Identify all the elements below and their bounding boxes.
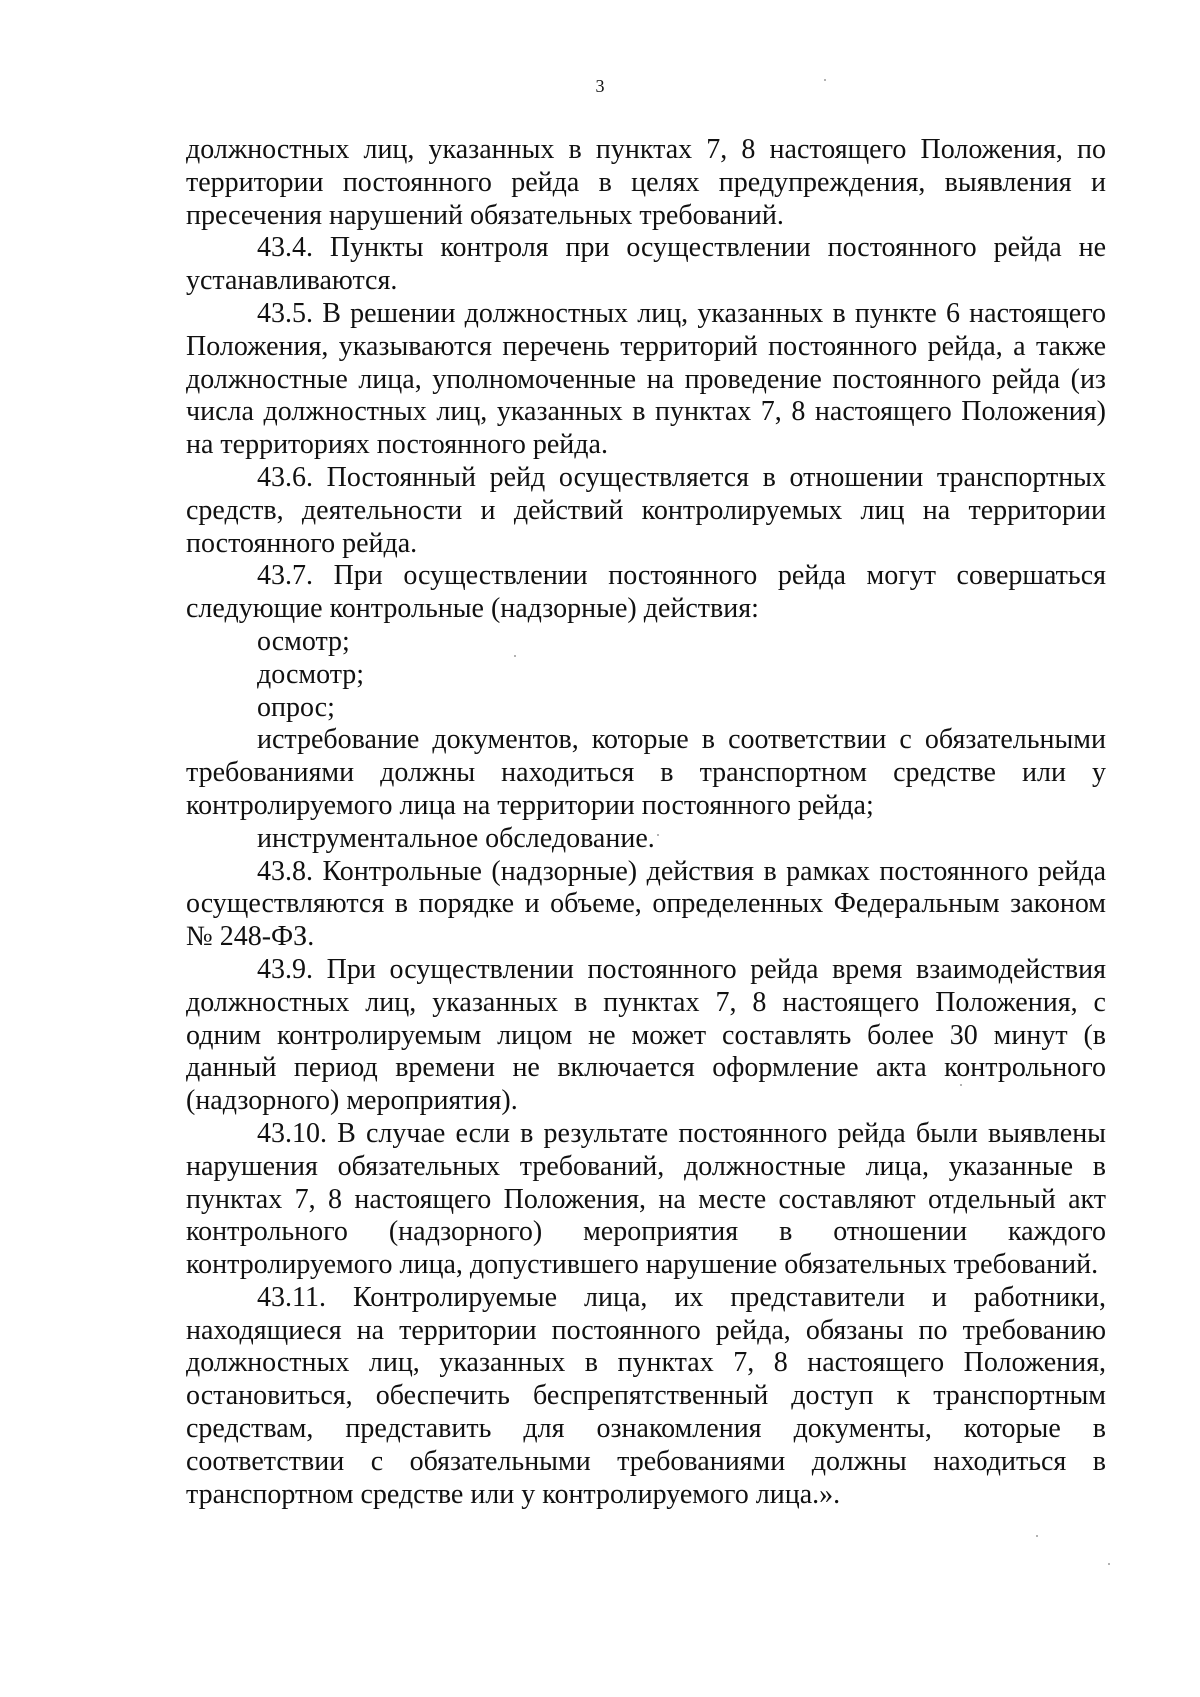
page-number: 3 — [595, 76, 605, 96]
paragraph-43-9: 43.9. При осуществлении постоянного рейда время взаимодействия должностных лиц, указанных в пунктах 7, 8 настоящего Положения, с одним контролируемым лицом не может составлять более 30 минут (в данный период времени не включается оформление акта контрольного (надзорного) мероприятия). — [186, 953, 1106, 1117]
paragraph-43-11: 43.11. Контролируемые лица, их представители и работники, находящиеся на территории постоянного рейда, обязаны по требованию должностных лиц, указанных в пунктах 7, 8 настоящего Положения, остановиться, обеспечить беспрепятственный доступ к транспортным средствам, представить для ознакомления документы, которые в соответствии с обязательными требованиями должны находиться в транспортном средстве или у контролируемого лица.». — [186, 1281, 1106, 1510]
scan-speck — [824, 79, 826, 81]
scan-speck — [514, 655, 516, 657]
list-item: осмотр; — [257, 625, 350, 657]
paragraph-43-4: 43.4. Пункты контроля при осуществлении постоянного рейда не устанавливаются. — [186, 232, 1106, 297]
scan-speck — [960, 1084, 962, 1086]
paragraph-continuation: должностных лиц, указанных в пунктах 7, 8 настоящего Положения, по территории постоянного рейда в целях предупреждения, выявления и пресечения нарушений обязательных требований. — [186, 134, 1106, 231]
list-item: истребование документов, которые в соответствии с обязательными требованиями должны находиться в транспортном средстве или у контролируемого лица на территории постоянного рейда; — [186, 724, 1106, 821]
paragraph-43-6: 43.6. Постоянный рейд осуществляется в отношении транспортных средств, деятельности и действий контролируемых лиц на территории постоянного рейда. — [186, 461, 1106, 559]
scan-speck — [1108, 1563, 1110, 1565]
paragraph-43-5: 43.5. В решении должностных лиц, указанных в пункте 6 настоящего Положения, указываются перечень территорий постоянного рейда, а также должностные лица, уполномоченные на проведение постоянного рейда (из числа должностных лиц, указанных в пунктах 7, 8 настоящего Положения) на территориях постоянного рейда. — [186, 297, 1106, 461]
scan-speck — [657, 834, 659, 836]
list-item: досмотр; — [257, 658, 365, 690]
actions-list — [186, 626, 1106, 856]
paragraph-43-8: 43.8. Контрольные (надзорные) действия в рамках постоянного рейда осуществляются в порядке и объеме, определенных Федеральным законом № 248-ФЗ. — [186, 855, 1106, 953]
list-item: инструментальное обследование. — [257, 822, 655, 854]
document-body — [186, 134, 1106, 1511]
paragraph-43-7: 43.7. При осуществлении постоянного рейда могут совершаться следующие контрольные (надзорные) действия: — [186, 560, 1106, 625]
paragraph-43-10: 43.10. В случае если в результате постоянного рейда были выявлены нарушения обязательных требований, должностные лица, указанные в пунктах 7, 8 настоящего Положения, на месте составляют отдельный акт контрольного (надзорного) мероприятия в отношении каждого контролируемого лица, допустившего нарушение обязательных требований. — [186, 1117, 1106, 1281]
scan-speck — [1036, 1535, 1038, 1537]
list-item: опрос; — [257, 691, 335, 723]
